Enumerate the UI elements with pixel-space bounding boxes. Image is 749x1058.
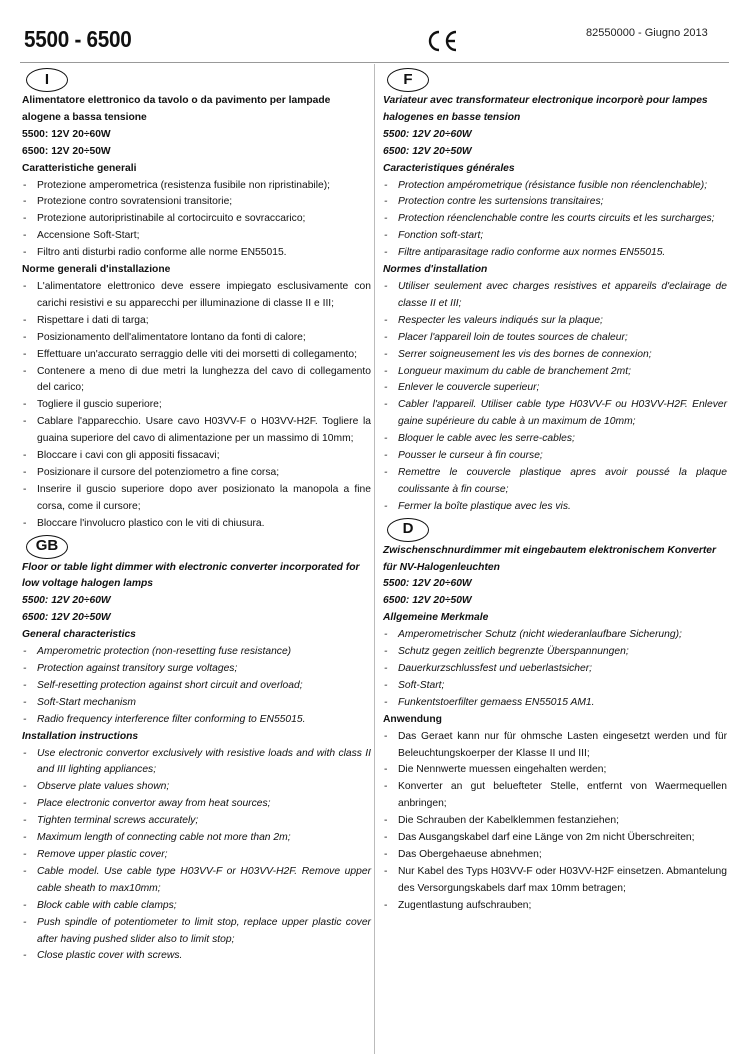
- installation-list: [383, 279, 727, 516]
- list-item: - Protezione amperometrica (resistenza fusibile non ripristinabile);: [22, 178, 371, 195]
- section-german: [383, 516, 727, 915]
- ce-mark-icon: [424, 28, 460, 54]
- spec-6500: 6500: 12V 20÷50W: [22, 145, 111, 157]
- installation-list: [383, 729, 727, 915]
- section-title: Variateur avec transformateur electronique incorporè pour lampes halogenes en basse tension: [383, 95, 708, 123]
- installation-list: [22, 279, 371, 533]
- document-reference: 82550000 - Giugno 2013: [586, 27, 708, 39]
- list-item: - Zugentlastung aufschrauben;: [383, 898, 727, 915]
- list-item: - Das Ausgangskabel darf eine Länge von 2m nicht Überschreiten;: [383, 830, 727, 847]
- section-italian: [22, 66, 371, 533]
- spec-5500: 5500: 12V 20÷60W: [22, 595, 111, 607]
- list-item: - Maximum length of connecting cable not more than 2m;: [22, 830, 371, 847]
- list-item: - Protezione autoripristinabile al cortocircuito e sovraccarico;: [22, 211, 371, 228]
- list-item: - L'alimentatore elettronico deve essere impiegato esclusivamente con carichi resistivi e su apparecchi per illuminazione di classe II e III;: [22, 279, 371, 313]
- list-item: - Close plastic cover with screws.: [22, 948, 371, 965]
- header-divider: [20, 62, 729, 63]
- list-item: - Place electronic convertor away from heat sources;: [22, 796, 371, 813]
- list-item: - Protezione contro sovratensioni transitorie;: [22, 194, 371, 211]
- language-badge-it: I: [26, 68, 68, 92]
- list-item: - Cabler l'appareil. Utiliser cable type H03VV-F ou H03VV-H2F. Enlever gaine supérieure du cable à un maximum de 10mm;: [383, 397, 727, 431]
- list-item: - Enlever le couvercle superieur;: [383, 380, 727, 397]
- list-item: - Use electronic convertor exclusively with resistive loads and with class II and III lighting appliances;: [22, 746, 371, 780]
- feature-list: [22, 644, 371, 729]
- language-badge-de: D: [387, 518, 429, 542]
- subheading-characteristics: Caracteristiques générales: [383, 162, 515, 174]
- list-item: - Bloccare l'involucro plastico con le viti di chiusura.: [22, 516, 371, 533]
- subheading-installation: Anwendung: [383, 713, 442, 725]
- spec-6500: 6500: 12V 20÷50W: [383, 595, 472, 607]
- list-item: - Soft-Start;: [383, 678, 727, 695]
- list-item: - Amperometric protection (non-resetting fuse resistance): [22, 644, 371, 661]
- list-item: - Self-resetting protection against short circuit and overload;: [22, 678, 371, 695]
- section-title: Zwischenschnurdimmer mit eingebautem elektronischem Konverter für NV-Halogenleuchten: [383, 544, 717, 573]
- list-item: - Pousser le curseur à fin course;: [383, 448, 727, 465]
- list-item: - Cablare l'apparecchio. Usare cavo H03VV-F o H03VV-H2F. Togliere la guaina superiore del cavo di alimentazione per un massimo di 10mm;: [22, 414, 371, 448]
- language-badge-gb: GB: [26, 535, 68, 559]
- list-item: - Bloquer le cable avec les serre-cables;: [383, 431, 727, 448]
- list-item: - Amperometrischer Schutz (nicht wiederanlaufbare Sicherung);: [383, 627, 727, 644]
- list-item: - Serrer soigneusement les vis des bornes de connexion;: [383, 347, 727, 364]
- subheading-characteristics: General characteristics: [22, 629, 136, 641]
- subheading-characteristics: Caratteristiche generali: [22, 162, 137, 174]
- list-item: - Placer l'appareil loin de toutes sources de chaleur;: [383, 330, 727, 347]
- installation-list: [22, 746, 371, 966]
- list-item: - Posizionamento dell'alimentatore lontano da fonti di calore;: [22, 330, 371, 347]
- list-item: - Fonction soft-start;: [383, 228, 727, 245]
- list-item: - Filtre antiparasitage radio conforme aux normes EN55015.: [383, 245, 727, 262]
- list-item: - Die Nennwerte muessen eingehalten werden;: [383, 762, 727, 779]
- spec-5500: 5500: 12V 20÷60W: [383, 578, 472, 590]
- list-item: - Die Schrauben der Kabelklemmen festanziehen;: [383, 813, 727, 830]
- list-item: - Block cable with cable clamps;: [22, 898, 371, 915]
- list-item: - Bloccare i cavi con gli appositi fissacavi;: [22, 448, 371, 465]
- list-item: - Soft-Start mechanism: [22, 695, 371, 712]
- subheading-installation: Normes d'installation: [383, 264, 488, 276]
- list-item: - Inserire il guscio superiore dopo aver posizionato la manopola a fine corsa, come il cursore;: [22, 482, 371, 516]
- section-english: [22, 533, 371, 966]
- list-item: - Longueur maximum du cable de branchement 2mt;: [383, 364, 727, 381]
- list-item: - Push spindle of potentiometer to limit stop, replace upper plastic cover after having pushed slider also to limit stop;: [22, 915, 371, 949]
- spec-5500: 5500: 12V 20÷60W: [383, 128, 472, 140]
- list-item: - Konverter an gut beluefteter Stelle, entfernt von Waermequellen anbringen;: [383, 779, 727, 813]
- list-item: - Das Obergehaeuse abnehmen;: [383, 847, 727, 864]
- list-item: - Nur Kabel des Typs H03VV-F oder H03VV-H2F einsetzen. Abmantelung des Versorgungskabels darf max 10mm betragen;: [383, 864, 727, 898]
- list-item: - Das Geraet kann nur für ohmsche Lasten eingesetzt werden und für Beleuchtungskoerper der Klasse II und III;: [383, 729, 727, 763]
- language-badge-fr: F: [387, 68, 429, 92]
- spec-5500: 5500: 12V 20÷60W: [22, 128, 111, 140]
- subheading-installation: Installation instructions: [22, 730, 139, 742]
- list-item: - Utiliser seulement avec charges resistives et appareils d'eclairage de classe II et III;: [383, 279, 727, 313]
- left-column: [22, 66, 371, 965]
- list-item: - Respecter les valeurs indiqués sur la plaque;: [383, 313, 727, 330]
- list-item: - Remettre le couvercle plastique apres avoir poussé la plaque coulissante à fin course;: [383, 465, 727, 499]
- right-column: [383, 66, 727, 915]
- list-item: - Dauerkurzschlussfest und ueberlastsicher;: [383, 661, 727, 678]
- section-french: [383, 66, 727, 516]
- list-item: - Accensione Soft-Start;: [22, 228, 371, 245]
- list-item: - Radio frequency interference filter conforming to EN55015.: [22, 712, 371, 729]
- list-item: - Protection against transitory surge voltages;: [22, 661, 371, 678]
- list-item: - Funkentstoerfilter gemaess EN55015 AM1.: [383, 695, 727, 712]
- section-title: Alimentatore elettronico da tavolo o da pavimento per lampade alogene a bassa tensione: [22, 95, 331, 123]
- section-title: Floor or table light dimmer with electronic converter incorporated for low voltage halogen lamps: [22, 561, 360, 590]
- list-item: - Tighten terminal screws accurately;: [22, 813, 371, 830]
- list-item: - Togliere il guscio superiore;: [22, 397, 371, 414]
- subheading-characteristics: Allgemeine Merkmale: [383, 612, 489, 624]
- spec-6500: 6500: 12V 20÷50W: [22, 612, 111, 624]
- list-item: - Protection ampérometrique (résistance fusible non réenclenchable);: [383, 178, 727, 195]
- feature-list: [383, 627, 727, 712]
- list-item: - Fermer la boîte plastique avec les vis.: [383, 499, 727, 516]
- feature-list: [383, 178, 727, 263]
- list-item: - Contenere a meno di due metri la lunghezza del cavo di collegamento del carico;: [22, 364, 371, 398]
- spec-6500: 6500: 12V 20÷50W: [383, 145, 472, 157]
- list-item: - Cable model. Use cable type H03VV-F or H03VV-H2F. Remove upper cable sheath to max10mm;: [22, 864, 371, 898]
- feature-list: [22, 178, 371, 263]
- list-item: - Remove upper plastic cover;: [22, 847, 371, 864]
- list-item: - Protection réenclenchable contre les courts circuits et les surcharges;: [383, 211, 727, 228]
- list-item: - Rispettare i dati di targa;: [22, 313, 371, 330]
- list-item: - Protection contre les surtensions transitaires;: [383, 194, 727, 211]
- list-item: - Schutz gegen zeitlich begrenzte Überspannungen;: [383, 644, 727, 661]
- list-item: - Observe plate values shown;: [22, 779, 371, 796]
- column-divider: [374, 64, 375, 1054]
- page-header: [0, 0, 749, 60]
- model-number: 5500 - 6500: [24, 26, 132, 52]
- subheading-installation: Norme generali d'installazione: [22, 264, 171, 276]
- list-item: - Posizionare il cursore del potenziometro a fine corsa;: [22, 465, 371, 482]
- list-item: - Filtro anti disturbi radio conforme alle norme EN55015.: [22, 245, 371, 262]
- list-item: - Effettuare un'accurato serraggio delle viti dei morsetti di collegamento;: [22, 347, 371, 364]
